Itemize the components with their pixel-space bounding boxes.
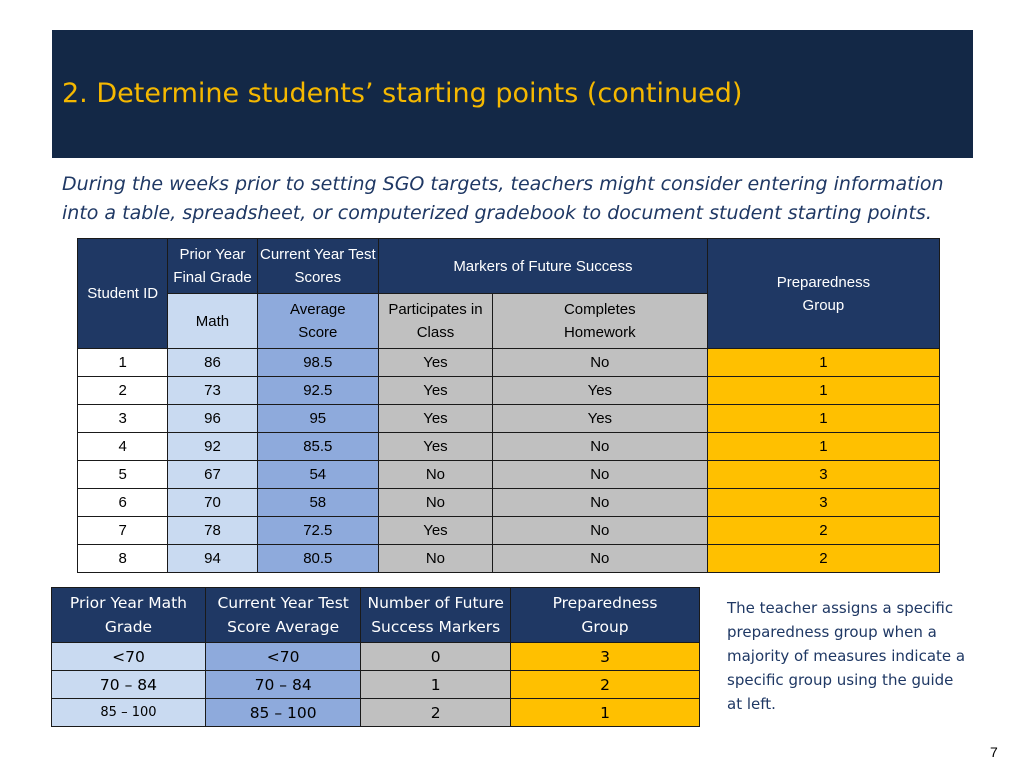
average-score-cell: 85.5	[257, 433, 379, 461]
preparedness-cell: 1	[707, 377, 939, 405]
math-grade-cell: 78	[168, 517, 257, 545]
table-row	[78, 377, 940, 405]
homework-cell: Yes	[492, 405, 707, 433]
math-grade-cell: 86	[168, 349, 257, 377]
guide-preparedness-cell: 2	[511, 671, 700, 699]
participates-cell: Yes	[379, 377, 493, 405]
guide-preparedness-cell: 1	[511, 699, 700, 727]
preparedness-cell: 1	[707, 349, 939, 377]
homework-cell: No	[492, 545, 707, 573]
math-grade-cell: 67	[168, 461, 257, 489]
guide-markers-cell: 2	[361, 699, 511, 727]
participates-cell: No	[379, 461, 493, 489]
math-grade-cell: 96	[168, 405, 257, 433]
participates-cell: Yes	[379, 405, 493, 433]
header-participates: Participates in Class	[379, 294, 493, 349]
homework-cell: No	[492, 349, 707, 377]
average-score-cell: 72.5	[257, 517, 379, 545]
header-preparedness: Preparedness Group	[707, 239, 939, 349]
student-id-cell: 4	[78, 433, 168, 461]
header-math: Math	[168, 294, 257, 349]
guide-header-prior-grade: Prior Year Math Grade	[52, 588, 206, 643]
average-score-cell: 54	[257, 461, 379, 489]
guide-header-markers: Number of Future Success Markers	[361, 588, 511, 643]
preparedness-cell: 1	[707, 405, 939, 433]
header-homework: Completes Homework	[492, 294, 707, 349]
table-row	[78, 461, 940, 489]
slide-title: 2. Determine students’ starting points (continued)	[62, 78, 743, 109]
table-row	[78, 517, 940, 545]
header-current-year: Current Year Test Scores	[257, 239, 379, 294]
participates-cell: Yes	[379, 433, 493, 461]
page-number: 7	[990, 744, 998, 760]
guide-prior-grade-cell: 85 – 100	[52, 699, 206, 727]
guide-test-average-cell: 70 – 84	[205, 671, 360, 699]
guide-prior-grade-cell: <70	[52, 643, 206, 671]
table-row	[52, 643, 700, 671]
student-table	[77, 238, 940, 573]
participates-cell: Yes	[379, 517, 493, 545]
participates-cell: No	[379, 489, 493, 517]
header-prior-year: Prior Year Final Grade	[168, 239, 257, 294]
guide-markers-cell: 1	[361, 671, 511, 699]
header-student-id: Student ID	[78, 239, 168, 349]
guide-table	[51, 587, 700, 727]
header-average-score: Average Score	[257, 294, 379, 349]
math-grade-cell: 70	[168, 489, 257, 517]
header-markers: Markers of Future Success	[379, 239, 708, 294]
student-id-cell: 2	[78, 377, 168, 405]
table-row	[78, 405, 940, 433]
average-score-cell: 80.5	[257, 545, 379, 573]
average-score-cell: 98.5	[257, 349, 379, 377]
student-id-cell: 1	[78, 349, 168, 377]
preparedness-cell: 2	[707, 545, 939, 573]
table-row	[78, 349, 940, 377]
math-grade-cell: 92	[168, 433, 257, 461]
participates-cell: Yes	[379, 349, 493, 377]
table-row	[78, 489, 940, 517]
preparedness-cell: 1	[707, 433, 939, 461]
guide-prior-grade-cell: 70 – 84	[52, 671, 206, 699]
table-row	[52, 699, 700, 727]
guide-preparedness-cell: 3	[511, 643, 700, 671]
participates-cell: No	[379, 545, 493, 573]
student-id-cell: 7	[78, 517, 168, 545]
side-note: The teacher assigns a specific preparedness group when a majority of measures indicate a specific group using the guide at left.	[727, 599, 966, 713]
preparedness-cell: 3	[707, 461, 939, 489]
preparedness-cell: 2	[707, 517, 939, 545]
student-id-cell: 5	[78, 461, 168, 489]
table-row	[78, 545, 940, 573]
math-grade-cell: 73	[168, 377, 257, 405]
guide-test-average-cell: 85 – 100	[205, 699, 360, 727]
homework-cell: No	[492, 461, 707, 489]
average-score-cell: 92.5	[257, 377, 379, 405]
average-score-cell: 95	[257, 405, 379, 433]
intro-text: During the weeks prior to setting SGO targets, teachers might consider entering information into a table, spreadsheet, or computerized gradebook to document student starting points.	[62, 173, 944, 224]
math-grade-cell: 94	[168, 545, 257, 573]
guide-header-preparedness: Preparedness Group	[511, 588, 700, 643]
homework-cell: Yes	[492, 377, 707, 405]
homework-cell: No	[492, 517, 707, 545]
table-row	[78, 433, 940, 461]
table-row	[52, 671, 700, 699]
guide-markers-cell: 0	[361, 643, 511, 671]
average-score-cell: 58	[257, 489, 379, 517]
guide-header-test-average: Current Year Test Score Average	[205, 588, 360, 643]
student-id-cell: 6	[78, 489, 168, 517]
homework-cell: No	[492, 433, 707, 461]
homework-cell: No	[492, 489, 707, 517]
student-id-cell: 8	[78, 545, 168, 573]
student-id-cell: 3	[78, 405, 168, 433]
preparedness-cell: 3	[707, 489, 939, 517]
guide-test-average-cell: <70	[205, 643, 360, 671]
